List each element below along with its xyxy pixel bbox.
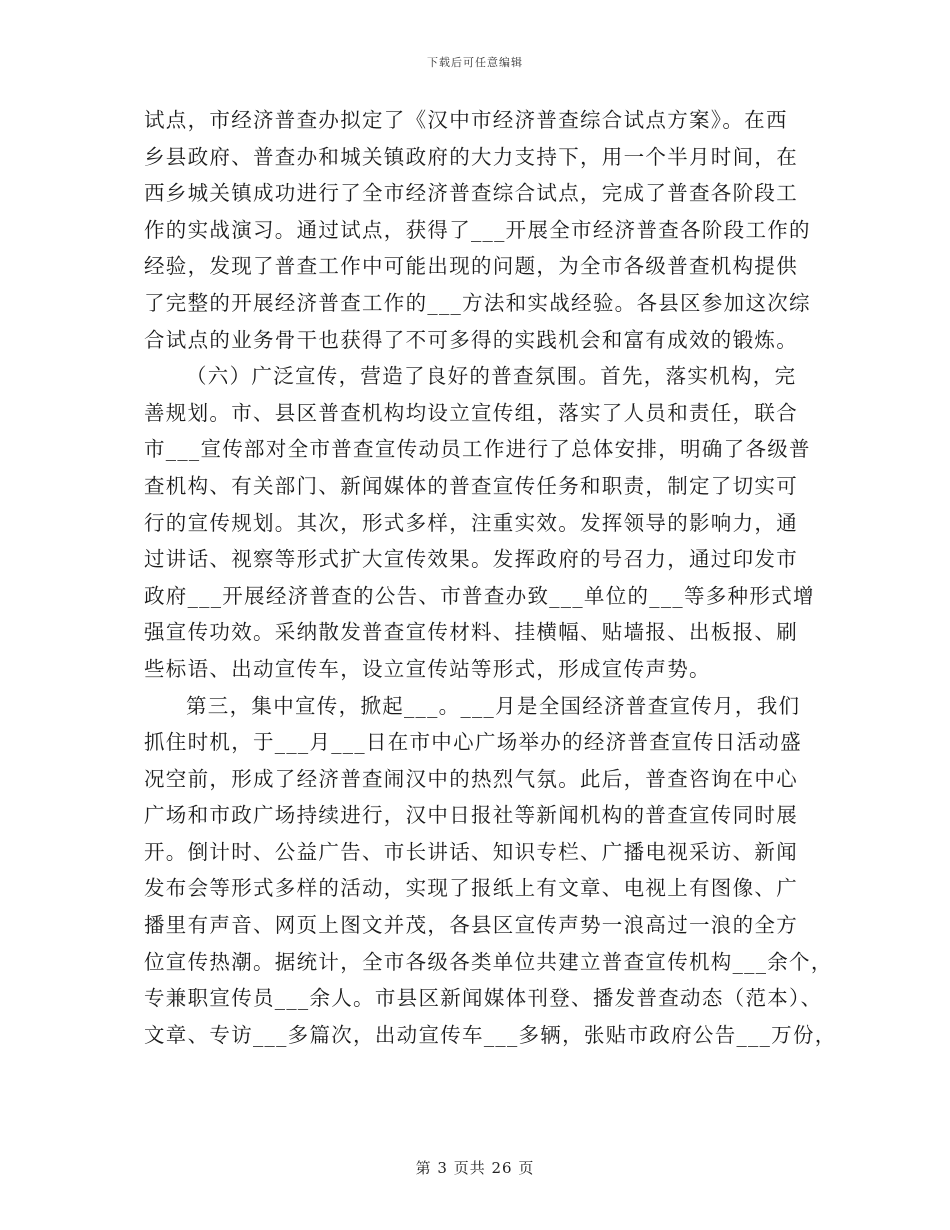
page-number: 第 3 页共 26 页 bbox=[415, 1159, 535, 1177]
body-text bbox=[144, 102, 837, 1053]
text-line: 试点，市经济普查办拟定了《汉中市经济普查综合试点方案》。在西 bbox=[144, 108, 788, 132]
text-line: 开。倒计时、公益广告、市长讲话、知识专栏、广播电视采访、新闻 bbox=[144, 839, 798, 864]
text-line: 广场和市政广场持续进行，汉中日报社等新闻机构的普查宣传同时展 bbox=[144, 803, 798, 828]
text-line: 经验，发现了普查工作中可能出现的问题，为全市各级普查机构提供 bbox=[144, 254, 798, 279]
text-line: 况空前，形成了经济普查闹汉中的热烈气氛。此后，普查咨询在中心 bbox=[144, 766, 798, 791]
text-line: 专兼职宣传员___余人。市县区新闻媒体刊登、播发普查动态（范本）、 bbox=[144, 986, 823, 1011]
text-line: 播里有声音、网页上图文并茂，各县区宣传声势一浪高过一浪的全方 bbox=[144, 913, 798, 938]
text-line: 了完整的开展经济普查工作的___方法和实战经验。各县区参加这次综 bbox=[144, 290, 811, 315]
paragraph-start-line: 第三，集中宣传，掀起___。___月是全国经济普查宣传月，我们 bbox=[186, 693, 801, 718]
text-line: 西乡城关镇成功进行了全市经济普查综合试点，完成了普查各阶段工 bbox=[144, 181, 798, 206]
text-line: 抓住时机，于___月___日在市中心广场举办的经济普查宣传日活动盛 bbox=[144, 730, 802, 755]
text-line: 政府___开展经济普查的公告、市普查办致___单位的___等多种形式增 bbox=[144, 583, 815, 608]
paragraph-start-line: （六）广泛宣传，营造了良好的普查氛围。首先，落实机构，完 bbox=[186, 364, 797, 389]
text-line: 文章、专访___多篇次，出动宣传车___多辆，张贴市政府公告___万份， bbox=[144, 1022, 837, 1047]
text-line: 些标语、出动宣传车，设立宣传站等形式，形成宣传声势。 bbox=[144, 656, 711, 681]
text-line: 强宣传功效。采纳散发普查宣传材料、挂横幅、贴墙报、出板报、刷 bbox=[144, 620, 798, 645]
text-line: 过讲话、视察等形式扩大宣传效果。发挥政府的号召力，通过印发市 bbox=[144, 547, 798, 572]
text-line: 位宣传热潮。据统计，全市各级各类单位共建立普查宣传机构___余个， bbox=[144, 949, 833, 974]
text-line: 合试点的业务骨干也获得了不可多得的实践机会和富有成效的锻炼。 bbox=[144, 327, 798, 352]
text-line: 作的实战演习。通过试点，获得了___开展全市经济普查各阶段工作的 bbox=[144, 217, 811, 242]
text-line: 善规划。市、县区普查机构均设立宣传组，落实了人员和责任，联合 bbox=[144, 400, 798, 425]
text-line: 查机构、有关部门、新闻媒体的普查宣传任务和职责，制定了切实可 bbox=[144, 473, 798, 498]
text-line: 市___宣传部对全市普查宣传动员工作进行了总体安排，明确了各级普 bbox=[144, 437, 811, 462]
text-line: 发布会等形式多样的活动，实现了报纸上有文章、电视上有图像、广 bbox=[144, 876, 798, 901]
text-line: 乡县政府、普查办和城关镇政府的大力支持下，用一个半月时间，在 bbox=[144, 144, 798, 169]
page-header: 下载后可任意编辑 bbox=[427, 56, 523, 69]
text-line: 行的宣传规划。其次，形式多样，注重实效。发挥领导的影响力，通 bbox=[144, 510, 798, 535]
